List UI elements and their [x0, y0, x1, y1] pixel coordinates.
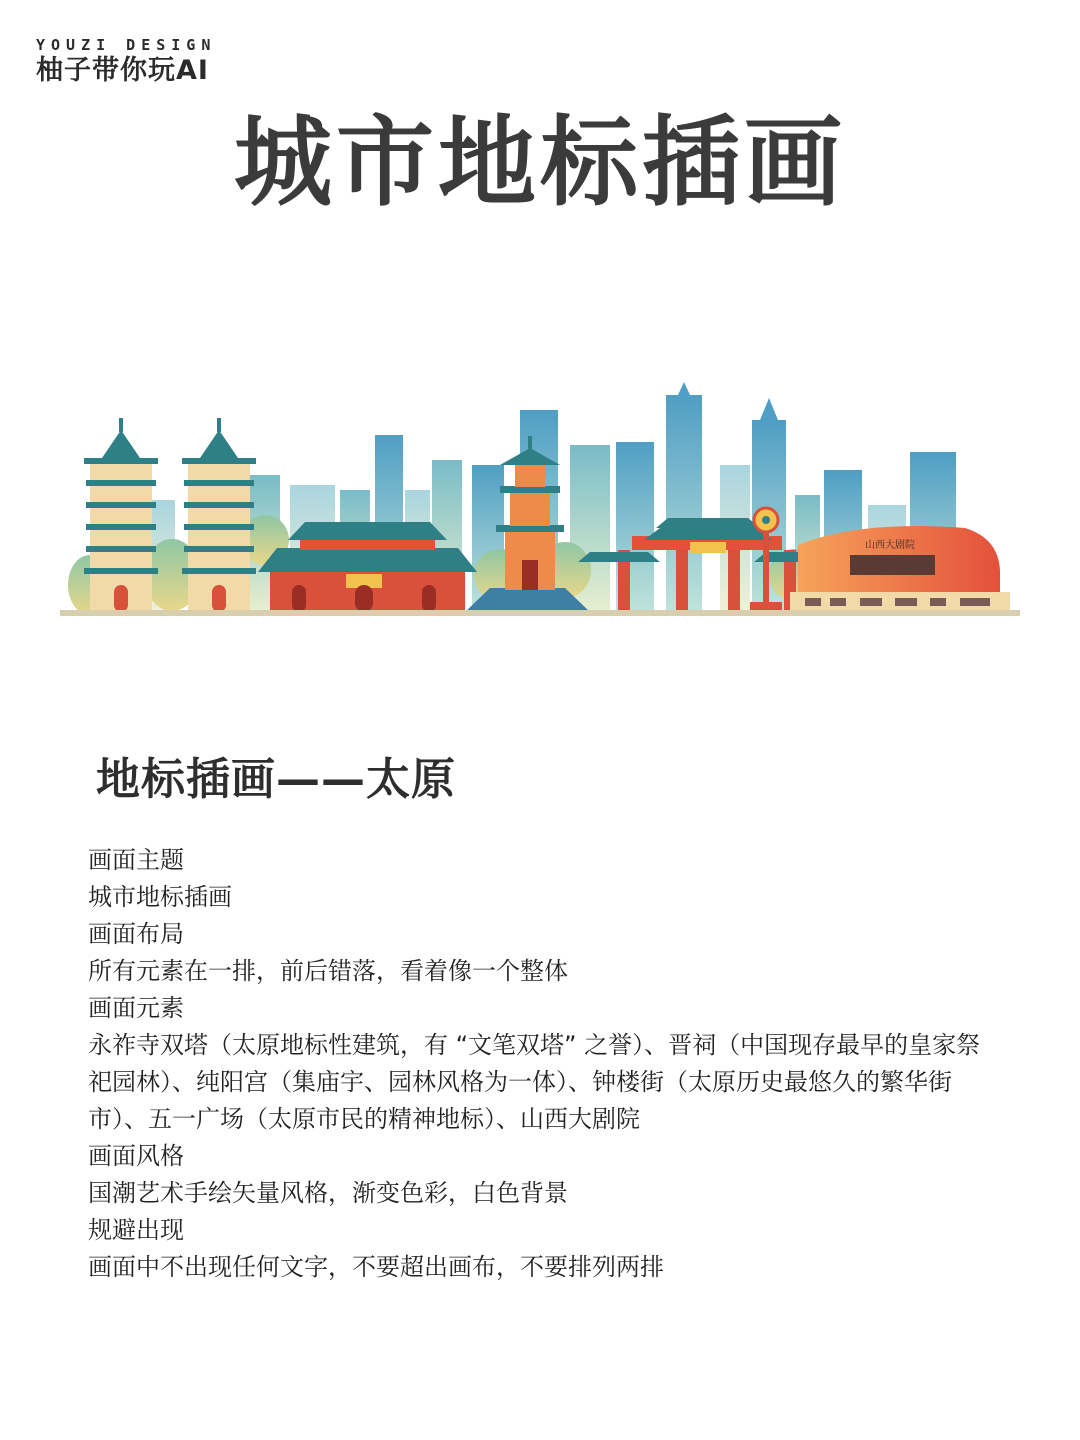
theme-label: 画面主题 [88, 846, 184, 874]
prompt-content [88, 842, 998, 1286]
pagoda-right [182, 418, 256, 612]
avoid-label: 规避出现 [88, 1216, 184, 1244]
skyline-svg [60, 370, 1020, 630]
brand-english: YOUZI DESIGN [36, 36, 217, 54]
layout-label: 画面布局 [88, 920, 184, 948]
layout-value: 所有元素在一排，前后错落，看着像一个整体 [88, 957, 568, 985]
ground [60, 610, 1020, 616]
avoid-value: 画面中不出现任何文字，不要超出画布，不要排列两排 [88, 1253, 664, 1281]
theater-sign: 山西大剧院 [865, 540, 915, 551]
elements-value: 永祚寺双塔（太原地标性建筑，有 “文笔双塔” 之誉）、晋祠（中国现存最早的皇家祭祀园林）、纯阳宫（集庙宇、园林风格为一体）、钟楼街（太原历史最悠久的繁华街市）、五一广场（太原市民的精神地标）、山西大剧院 [88, 1031, 981, 1133]
style-value: 国潮艺术手绘矢量风格，渐变色彩，白色背景 [88, 1179, 568, 1207]
section-title: 地标插画——太原 [96, 754, 456, 805]
city-landmark-illustration [60, 370, 1020, 630]
elements-label: 画面元素 [88, 994, 184, 1022]
brand-logo [36, 36, 216, 88]
shanxi-grand-theater [790, 526, 1010, 612]
pagoda-left [84, 418, 158, 612]
page-title: 城市地标插画 [233, 106, 846, 220]
theme-value: 城市地标插画 [88, 883, 232, 911]
style-label: 画面风格 [88, 1142, 184, 1170]
brand-chinese: 柚子带你玩AI [36, 55, 209, 86]
